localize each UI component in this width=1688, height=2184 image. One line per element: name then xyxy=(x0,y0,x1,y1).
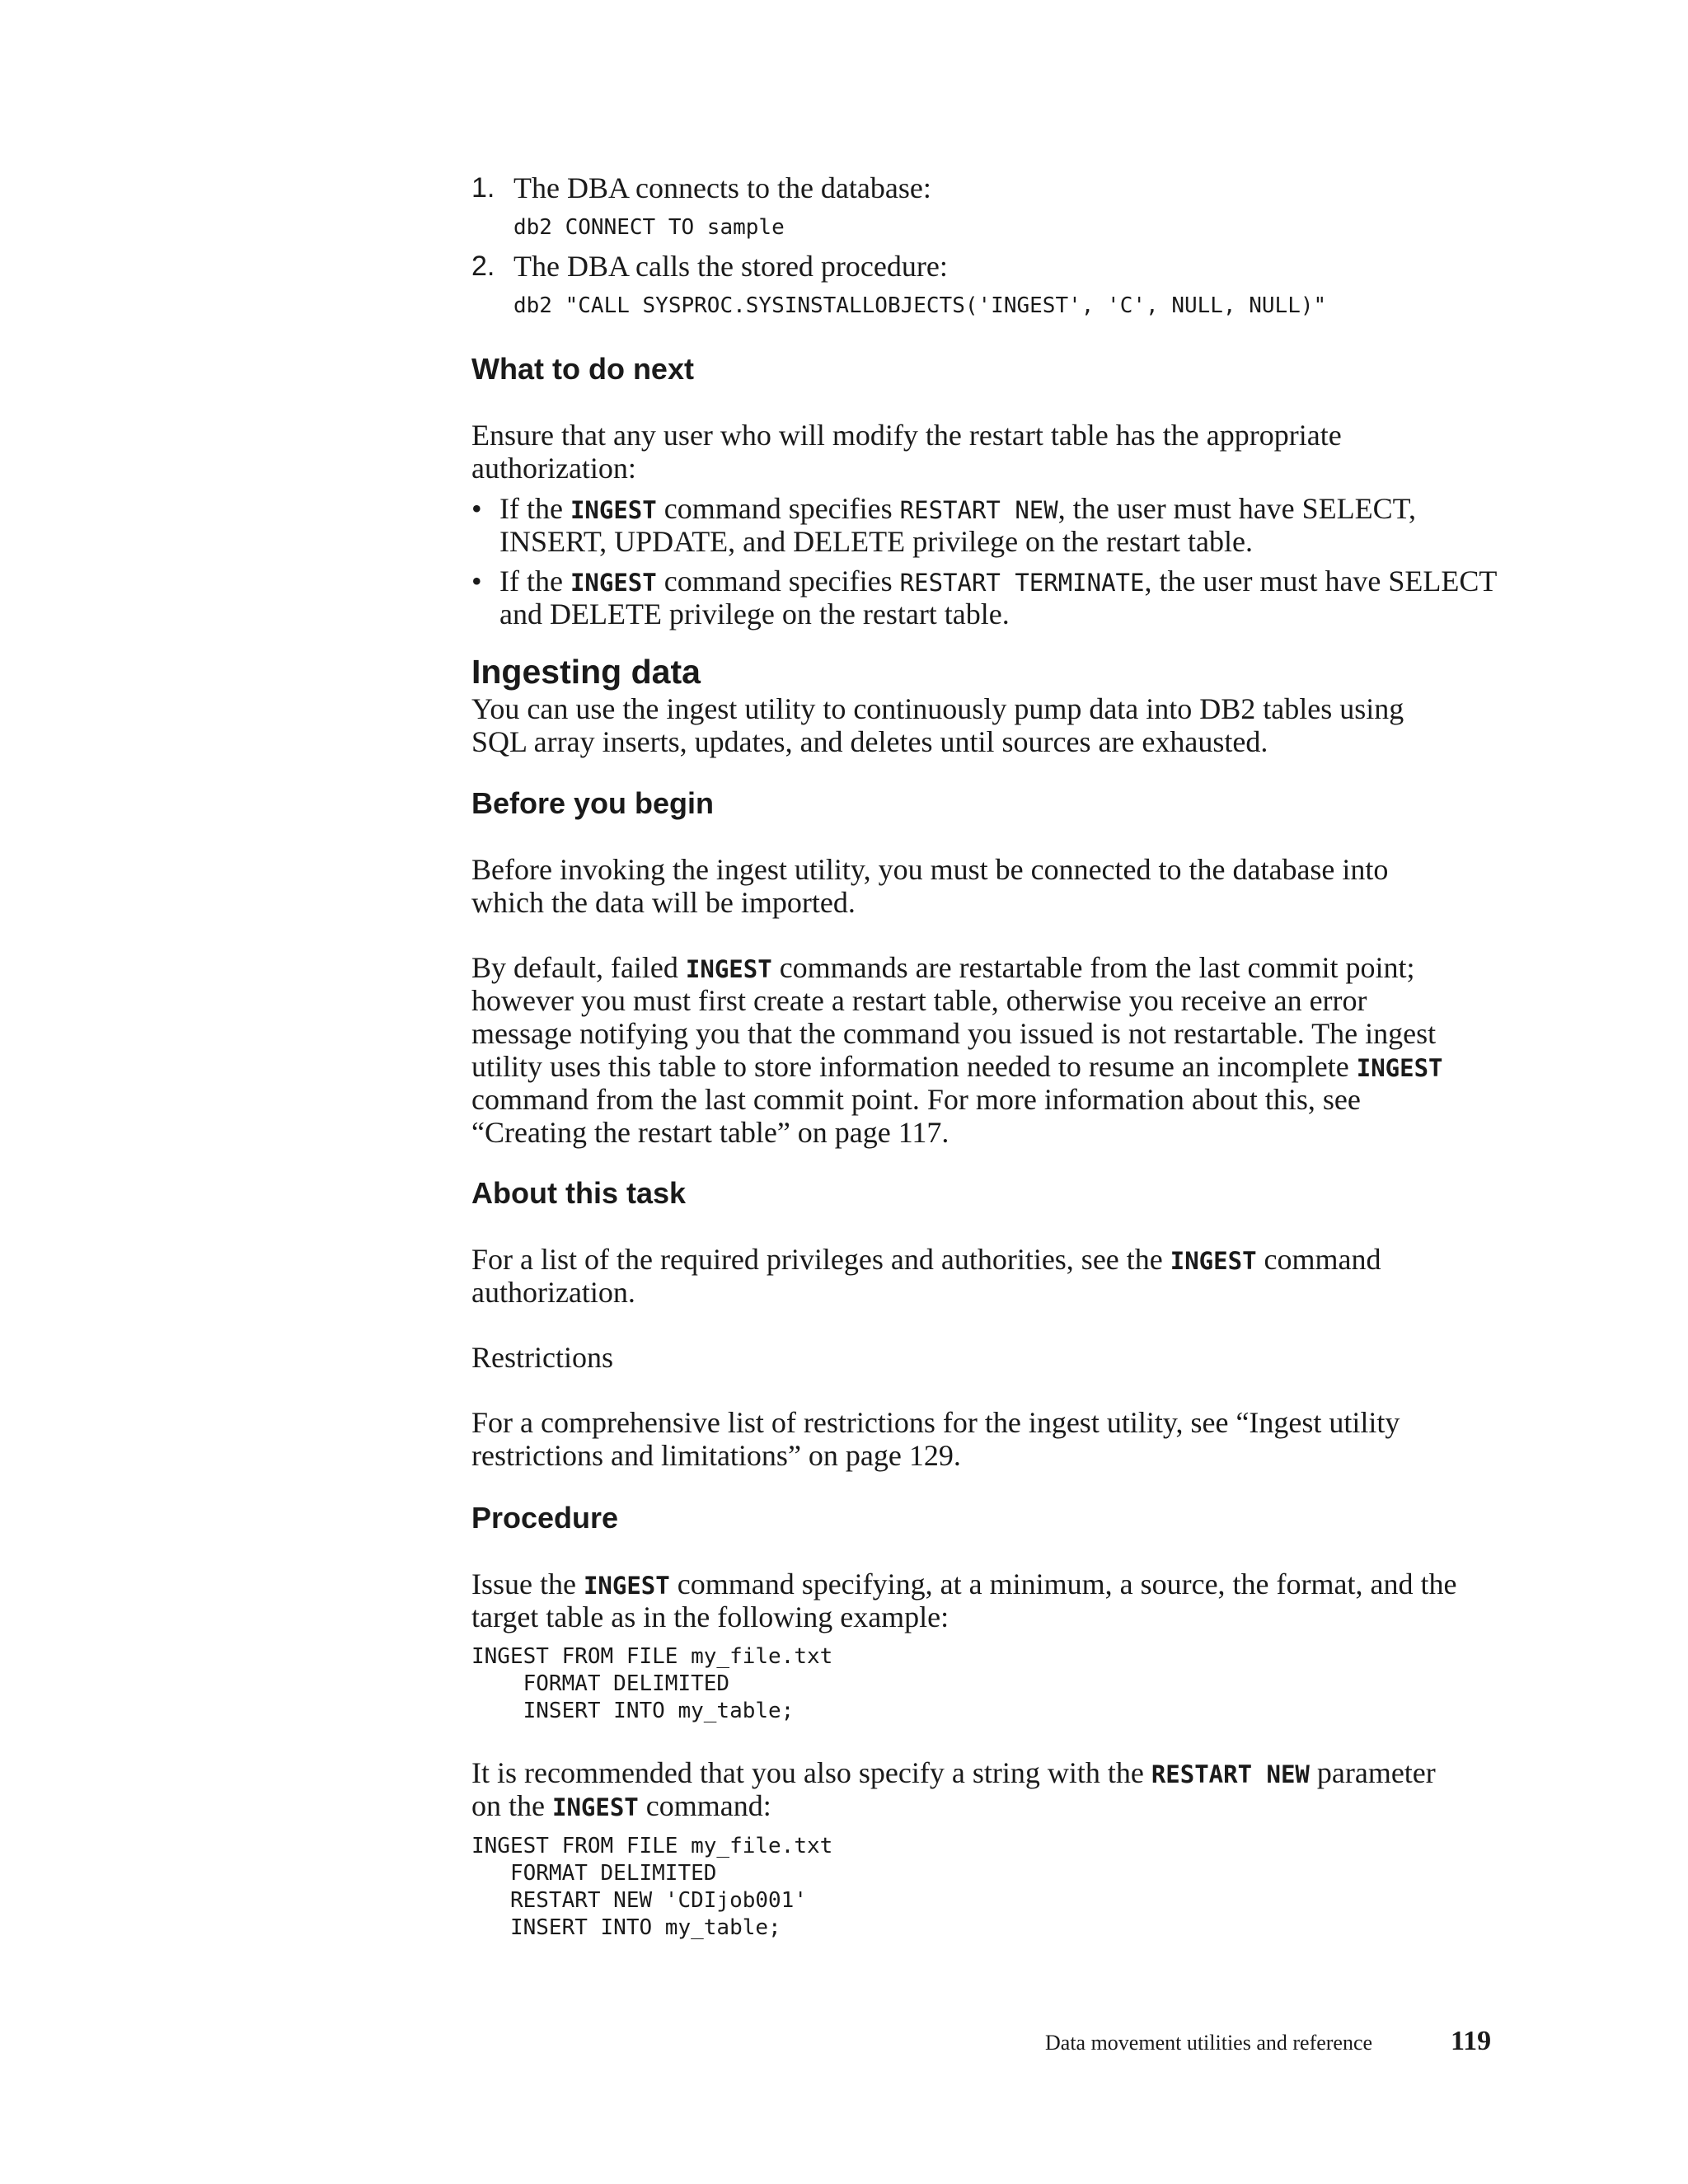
before-p2-line-2: however you must first create a restart table, otherwise you receive an error xyxy=(471,984,1367,1017)
ingesting-line-1: You can use the ingest utility to continuously pump data into DB2 tables using xyxy=(471,692,1404,725)
step-1-code: db2 CONNECT TO sample xyxy=(513,215,785,240)
procedure-heading: Procedure xyxy=(471,1501,619,1535)
next-intro-line-2: authorization: xyxy=(471,452,636,485)
ingest-keyword: INGEST xyxy=(1356,1054,1443,1082)
before-p2-line-4: utility uses this table to store information needed to resume an incomplete INGEST xyxy=(471,1050,1443,1083)
step-1-number: 1. xyxy=(471,172,495,204)
before-p1-line-2: which the data will be imported. xyxy=(471,886,856,919)
ingest-keyword: INGEST xyxy=(551,1793,639,1821)
about-this-task-heading: About this task xyxy=(471,1176,687,1210)
bullet-1-line-1: If the INGEST command specifies RESTART NEW, the user must have SELECT, xyxy=(499,492,1416,525)
step-2-number: 2. xyxy=(471,251,495,282)
next-intro-line-1: Ensure that any user who will modify the restart table has the appropriate xyxy=(471,419,1342,452)
restrictions-label: Restrictions xyxy=(471,1341,613,1374)
before-p2-line-1: By default, failed INGEST commands are restartable from the last commit point; xyxy=(471,951,1415,984)
ingest-keyword: INGEST xyxy=(685,955,772,983)
recommend-line-1: It is recommended that you also specify a string with the RESTART NEW parameter xyxy=(471,1756,1436,1789)
bullet-2-line-2: and DELETE privilege on the restart table. xyxy=(499,598,1010,630)
bullet-1-marker: • xyxy=(471,492,482,525)
code-example-2: INGEST FROM FILE my_file.txt FORMAT DELIMITED RESTART NEW 'CDIjob001' INSERT INTO my_table; xyxy=(471,1834,833,1940)
about-line-1: For a list of the required privileges and authorities, see the INGEST command xyxy=(471,1243,1381,1276)
step-2-text: The DBA calls the stored procedure: xyxy=(513,250,948,283)
ingest-keyword: INGEST xyxy=(583,1572,670,1600)
about-line-2: authorization. xyxy=(471,1276,635,1309)
bullet-2-marker: • xyxy=(471,565,482,598)
before-p2-line-3: message notifying you that the command you issued is not restartable. The ingest xyxy=(471,1017,1437,1050)
ingest-keyword: INGEST xyxy=(570,496,657,524)
ingesting-data-heading: Ingesting data xyxy=(471,653,701,691)
restart-new-keyword: RESTART NEW xyxy=(1151,1760,1310,1788)
creating-restart-table-link[interactable]: “Creating the restart table” on page 117. xyxy=(471,1116,950,1149)
procedure-line-1: Issue the INGEST command specifying, at a minimum, a source, the format, and the xyxy=(471,1568,1457,1601)
ingest-restrictions-link[interactable]: restrictions and limitations” on page 129. xyxy=(471,1439,961,1472)
what-to-do-next-heading: What to do next xyxy=(471,352,694,386)
page-number: 119 xyxy=(1451,2026,1492,2056)
ingest-keyword: INGEST xyxy=(570,569,657,597)
ingesting-line-2: SQL array inserts, updates, and deletes until sources are exhausted. xyxy=(471,725,1268,758)
restrictions-line-1: For a comprehensive list of restrictions for the ingest utility, see “Ingest utility xyxy=(471,1406,1400,1439)
code-example-1: INGEST FROM FILE my_file.txt FORMAT DELIMITED INSERT INTO my_table; xyxy=(471,1644,833,1723)
restart-terminate-keyword: RESTART TERMINATE xyxy=(899,569,1145,597)
before-p2-line-5: command from the last commit point. For more information about this, see xyxy=(471,1083,1361,1116)
recommend-line-2: on the INGEST command: xyxy=(471,1789,771,1822)
footer-title: Data movement utilities and reference xyxy=(1045,2031,1373,2055)
step-1-text: The DBA connects to the database: xyxy=(513,171,931,204)
bullet-2-line-1: If the INGEST command specifies RESTART TERMINATE, the user must have SELECT xyxy=(499,565,1498,598)
restart-new-keyword: RESTART NEW xyxy=(899,496,1058,524)
ingest-keyword: INGEST xyxy=(1170,1247,1257,1275)
before-you-begin-heading: Before you begin xyxy=(471,786,715,820)
bullet-1-line-2: INSERT, UPDATE, and DELETE privilege on the restart table. xyxy=(499,525,1253,558)
before-p1-line-1: Before invoking the ingest utility, you must be connected to the database into xyxy=(471,853,1389,886)
step-2-code: db2 "CALL SYSPROC.SYSINSTALLOBJECTS('INGEST', 'C', NULL, NULL)" xyxy=(513,293,1327,318)
procedure-line-2: target table as in the following example: xyxy=(471,1601,950,1633)
